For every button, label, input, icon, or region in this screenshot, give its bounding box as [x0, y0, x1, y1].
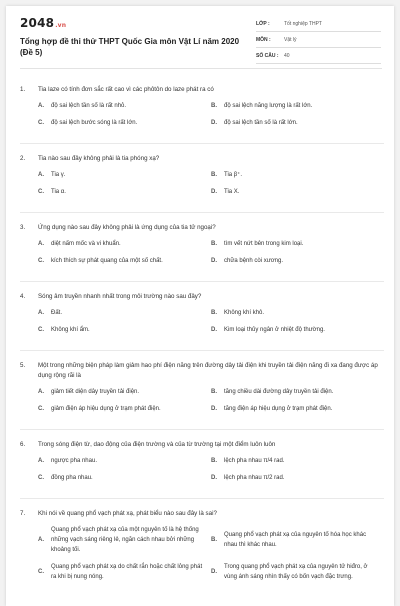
option-a[interactable]: [38, 170, 211, 180]
option-b[interactable]: [211, 387, 384, 397]
question-4: [20, 289, 384, 351]
option-text: Tia X.: [224, 189, 240, 195]
option-text: tăng điện áp hiệu dụng ở trạm phát điện.: [224, 406, 333, 412]
option-b[interactable]: [211, 308, 384, 318]
question-number: 7.: [20, 510, 26, 517]
question-text: Trong sóng điện từ, dao động của điện trường và của từ trường tại một điểm luôn luôn: [38, 441, 276, 448]
question-number: 3.: [20, 224, 26, 231]
question-2: [20, 151, 384, 213]
meta-label: MÔN :: [256, 36, 271, 43]
option-letter: A.: [38, 310, 44, 316]
option-a[interactable]: [38, 525, 211, 555]
option-d[interactable]: [211, 325, 384, 335]
exam-page: [6, 6, 394, 606]
option-c[interactable]: [38, 118, 211, 128]
question-1: [20, 82, 384, 144]
question-number: 1.: [20, 86, 26, 93]
option-text: Kim loại thủy ngân ở nhiệt độ thường.: [224, 327, 325, 333]
option-text: kích thích sự phát quang của một số chất.: [51, 258, 163, 264]
option-letter: B.: [211, 241, 217, 247]
meta-value: Vật lý: [284, 36, 297, 43]
option-d[interactable]: [211, 404, 384, 414]
question-3: [20, 220, 384, 282]
option-letter: B.: [211, 389, 217, 395]
meta-label: SỐ CÂU :: [256, 52, 279, 59]
option-letter: C.: [38, 327, 44, 333]
option-text: chữa bệnh còi xương.: [224, 258, 284, 264]
option-letter: B.: [211, 537, 217, 543]
meta-value: 40: [284, 52, 290, 59]
option-letter: D.: [211, 475, 217, 481]
question-text: Tia laze có tính đơn sắc rất cao vì các phôtôn do laze phát ra có: [38, 86, 214, 93]
option-text: Quang phổ vạch phát xạ của một nguyên tố là hệ thống những vạch sáng riêng lẻ, ngăn cách nhau bởi những khoảng tối.: [51, 527, 199, 553]
option-letter: C.: [38, 189, 44, 195]
option-d[interactable]: [211, 187, 384, 197]
option-text: Trong quang phổ vạch phát xạ của nguyên tử hiđro, ở vùng ánh sáng nhìn thấy có bốn vạch đặc trưng.: [224, 564, 368, 580]
option-c[interactable]: [38, 562, 211, 582]
option-text: diệt nấm mốc và vi khuẩn.: [51, 241, 121, 247]
option-d[interactable]: [211, 256, 384, 266]
option-text: Quang phổ vạch phát xạ do chất rắn hoặc chất lỏng phát ra khi bị nung nóng.: [51, 564, 203, 580]
option-letter: D.: [211, 406, 217, 412]
option-letter: D.: [211, 569, 217, 575]
meta-row-subject: [256, 32, 381, 48]
option-text: độ sai lệch năng lượng là rất lớn.: [224, 103, 313, 109]
question-6: [20, 437, 384, 499]
option-letter: A.: [38, 103, 44, 109]
exam-meta: [256, 16, 381, 64]
option-text: tăng chiều dài đường dây truyền tải điện.: [224, 389, 334, 395]
meta-value: Tốt nghiệp THPT: [284, 20, 322, 27]
option-letter: A.: [38, 241, 44, 247]
option-b[interactable]: [211, 239, 384, 249]
option-letter: D.: [211, 327, 217, 333]
question-7: [20, 506, 384, 597]
question-text: Một trong những biện pháp làm giảm hao phí điện năng trên đường dây tải điện khi truyền tải điện năng đi xa đang được áp dụng rộng rãi là: [38, 362, 378, 379]
option-letter: A.: [38, 172, 44, 178]
option-text: Không khí ẩm.: [51, 327, 90, 333]
option-text: giảm điện áp hiệu dụng ở trạm phát điện.: [51, 406, 161, 412]
option-text: Đất.: [51, 310, 63, 316]
question-text: Sóng âm truyền nhanh nhất trong môi trường nào sau đây?: [38, 293, 202, 300]
option-letter: C.: [38, 475, 44, 481]
option-text: giảm tiết diện dây truyền tải điện.: [51, 389, 140, 395]
option-letter: C.: [38, 120, 44, 126]
option-letter: A.: [38, 458, 44, 464]
option-text: độ sai lệch bước sóng là rất lớn.: [51, 120, 138, 126]
meta-label: LỚP :: [256, 20, 270, 27]
option-a[interactable]: [38, 101, 211, 111]
option-letter: B.: [211, 172, 217, 178]
option-letter: D.: [211, 258, 217, 264]
option-letter: B.: [211, 103, 217, 109]
question-text: Ứng dụng nào sau đây không phải là ứng dụng của tia tử ngoại?: [38, 224, 216, 231]
option-text: độ sai lệch tần số là rất nhỏ.: [51, 103, 127, 109]
meta-row-grade: [256, 16, 381, 32]
option-b[interactable]: [211, 170, 384, 180]
question-list: [20, 82, 384, 604]
option-letter: D.: [211, 189, 217, 195]
option-letter: C.: [38, 258, 44, 264]
question-number: 2.: [20, 155, 26, 162]
option-text: ngược pha nhau.: [51, 458, 97, 464]
option-c[interactable]: [38, 404, 211, 414]
option-b[interactable]: [211, 101, 384, 111]
option-c[interactable]: [38, 473, 211, 483]
question-5: [20, 358, 384, 430]
option-a[interactable]: [38, 308, 211, 318]
option-a[interactable]: [38, 387, 211, 397]
meta-row-count: [256, 48, 381, 64]
site-logo[interactable]: [20, 16, 66, 30]
question-text: Khi nói về quang phổ vạch phát xạ, phát biểu nào sau đây là sai?: [38, 510, 217, 517]
option-c[interactable]: [38, 325, 211, 335]
option-letter: B.: [211, 458, 217, 464]
option-b[interactable]: [211, 525, 384, 555]
option-text: độ sai lệch tần số là rất lớn.: [224, 120, 298, 126]
exam-header: [6, 6, 394, 66]
option-letter: C.: [38, 569, 44, 575]
option-letter: B.: [211, 310, 217, 316]
option-c[interactable]: [38, 187, 211, 197]
option-c[interactable]: [38, 256, 211, 266]
option-text: lệch pha nhau π/4 rad.: [224, 458, 285, 464]
header-divider: [20, 68, 382, 69]
option-d[interactable]: [211, 473, 384, 483]
option-text: Tia α.: [51, 189, 66, 195]
option-text: Tia β⁺.: [224, 172, 243, 178]
option-letter: C.: [38, 406, 44, 412]
question-number: 5.: [20, 362, 26, 369]
option-text: đồng pha nhau.: [51, 475, 93, 481]
option-text: Quang phổ vạch phát xạ của nguyên tố hóa học khác nhau thì khác nhau.: [224, 532, 367, 548]
option-text: Tia γ.: [51, 172, 66, 178]
option-letter: A.: [38, 537, 44, 543]
question-text: Tia nào sau đây không phải là tia phóng xạ?: [38, 155, 160, 162]
option-letter: A.: [38, 389, 44, 395]
question-number: 4.: [20, 293, 26, 300]
option-a[interactable]: [38, 239, 211, 249]
question-number: 6.: [20, 441, 26, 448]
option-text: Không khí khô.: [224, 310, 265, 316]
option-b[interactable]: [211, 456, 384, 466]
option-letter: D.: [211, 120, 217, 126]
option-text: lệch pha nhau π/2 rad.: [224, 475, 285, 481]
page-title: Tổng hợp đề thi thử THPT Quốc Gia môn Vật Lí năm 2020 (Đề 5): [20, 37, 240, 57]
logo-suffix: .vn: [55, 22, 67, 29]
option-text: tìm vết nứt bên trong kim loại.: [224, 241, 304, 247]
logo-text: 2048: [20, 16, 55, 30]
option-d[interactable]: [211, 118, 384, 128]
option-a[interactable]: [38, 456, 211, 466]
option-d[interactable]: [211, 562, 384, 582]
